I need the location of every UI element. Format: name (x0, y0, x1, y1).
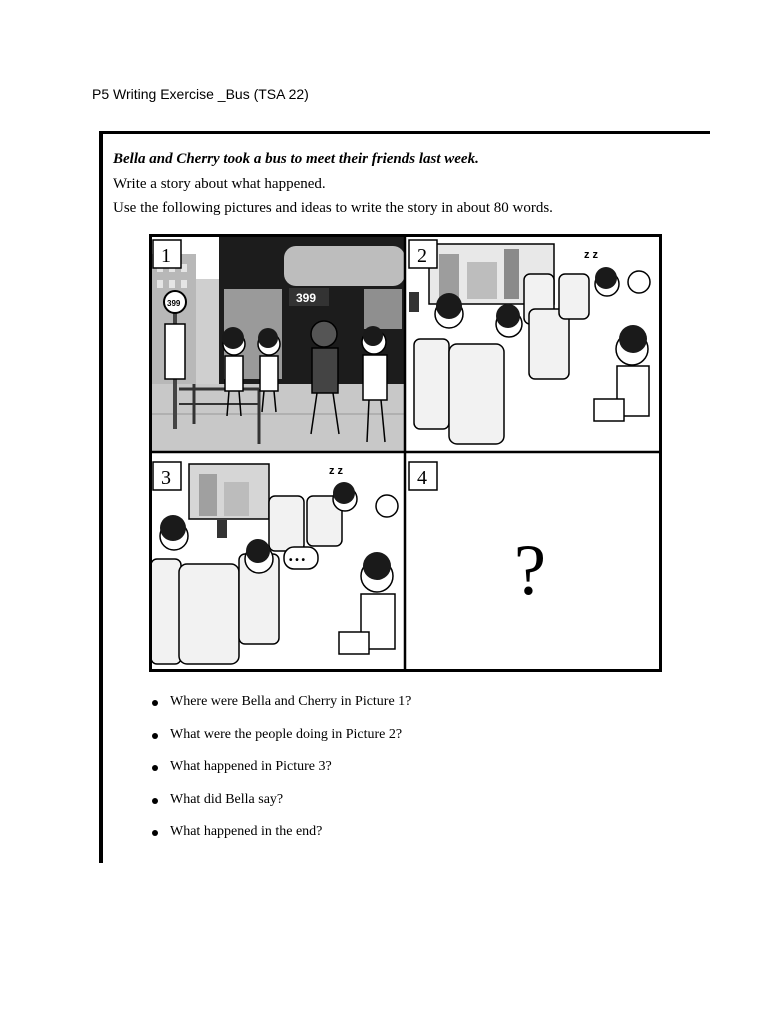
picture-panel-1 (149, 234, 405, 452)
guiding-question: What happened in the end? (150, 824, 411, 857)
panel-number-3: 3 (161, 467, 171, 489)
bullet-icon (152, 700, 158, 706)
task-instruction-2: Use the following pictures and ideas to write the story in about 80 words. (113, 200, 553, 216)
unknown-ending-question-mark: ? (514, 530, 546, 610)
picture-grid (149, 234, 662, 672)
sleep-indicator-3: z z (329, 465, 344, 477)
speech-bubble-text: • • • (289, 555, 306, 566)
task-instruction-1: Write a story about what happened. (113, 176, 326, 192)
bullet-icon (152, 733, 158, 739)
picture-panel-4 (405, 452, 662, 672)
task-heading: Bella and Cherry took a bus to meet their friends last week. (113, 151, 479, 167)
picture-panel-2 (405, 234, 662, 452)
guiding-question: Where were Bella and Cherry in Picture 1? (150, 694, 411, 727)
bullet-icon (152, 765, 158, 771)
panel-number-2: 2 (417, 245, 427, 267)
stop-sign-number: 399 (167, 299, 181, 308)
guiding-questions-list (150, 694, 411, 857)
bus-number-label: 399 (296, 291, 317, 305)
frame-top-border (99, 131, 710, 134)
panel-number-1: 1 (161, 245, 171, 267)
guiding-question: What did Bella say? (150, 792, 411, 825)
frame-left-border (99, 131, 103, 863)
bullet-icon (152, 830, 158, 836)
bullet-icon (152, 798, 158, 804)
guiding-question: What happened in Picture 3? (150, 759, 411, 792)
guiding-question: What were the people doing in Picture 2? (150, 727, 411, 760)
sleep-indicator-2: z z (584, 249, 599, 261)
panel-number-4: 4 (417, 467, 427, 489)
document-title: P5 Writing Exercise _Bus (TSA 22) (92, 86, 309, 102)
picture-panel-3 (149, 452, 405, 672)
